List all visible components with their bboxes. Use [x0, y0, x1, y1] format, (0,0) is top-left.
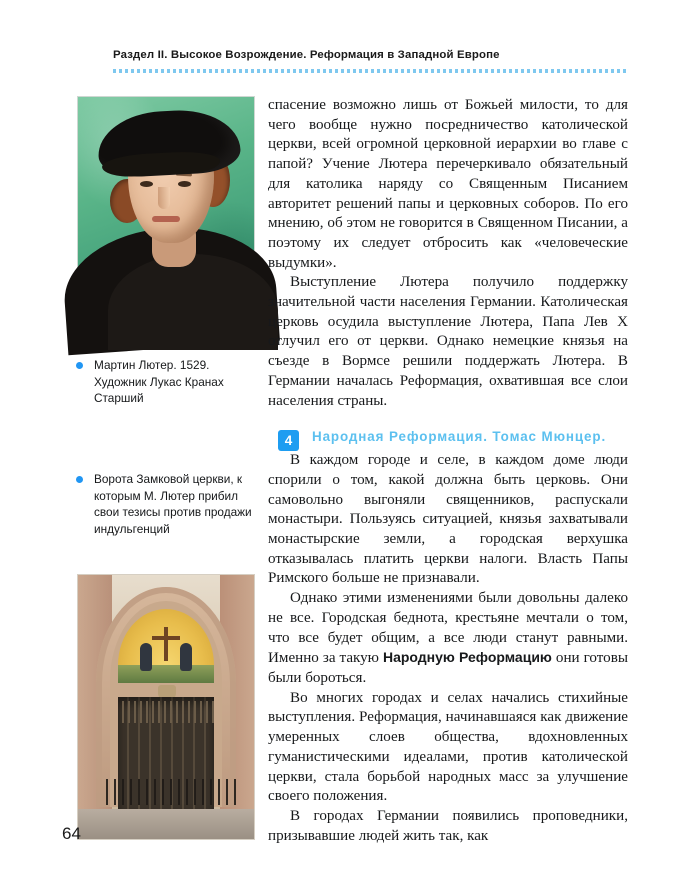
- figure-caption-door: [76, 471, 261, 537]
- photo-door-tracery: [118, 701, 214, 723]
- photo-pavement: [78, 809, 254, 839]
- figure-caption-door-text: Ворота Замковой церкви, к которым М. Лютер прибил свои тезисы против продажи индульгенций: [94, 472, 252, 536]
- section-paragraph-1: В каждом городе и селе, в каждом доме люди спорили о том, какой должна быть церковь. Они самовольно выгоняли священников, распускали монастыри. Пользуясь ситуацией, князья захватывали монастырские земли, а городская верхушка отказывалась платить церкви налоги. Власть Папы Римского больше не признавали.: [268, 452, 628, 587]
- paragraph-support: Выступление Лютера получило поддержку значительной части населения Германии. Католическая церковь осудила выступление Лютера, Папа Лев X отлучил его от церкви. Однако немецкие князья на съезде в Вормсе решили поддержать Лютера. В Германии началась Реформация, охватившая все слои населения страны.: [268, 274, 628, 409]
- bullet-icon: [76, 362, 83, 369]
- figure-caption-luther: [76, 357, 261, 407]
- section-heading-block: [268, 429, 628, 451]
- photo-railing: [106, 779, 236, 805]
- bullet-icon: [76, 476, 83, 483]
- section-paragraph-2-emphasis: Народную Реформацию: [382, 649, 552, 666]
- section-paragraph-4: В городах Германии появились проповедники, призывавшие людей жить так, как: [268, 807, 628, 844]
- castle-church-door-photo: [78, 575, 254, 839]
- body-text-column: [268, 96, 628, 846]
- portrait-eye-right: [178, 181, 191, 187]
- photo-mosaic-figure-right: [180, 643, 192, 671]
- running-head: Раздел II. Высокое Возрождение. Реформация в Западной Европе: [113, 49, 500, 61]
- page-number: 64: [62, 824, 81, 843]
- section-number-badge: 4: [278, 430, 299, 451]
- photo-tympanum-ground: [118, 665, 214, 683]
- photo-crucifix-vertical: [164, 627, 168, 661]
- figure-caption-luther-text: Мартин Лютер. 1529. Художник Лукас Кранах Старший: [94, 358, 224, 405]
- martin-luther-portrait: [78, 97, 254, 340]
- section-paragraph-2-part-b: они готовы были бороться.: [268, 650, 628, 686]
- photo-crucifix-horizontal: [152, 636, 180, 640]
- portrait-mouth: [152, 216, 180, 222]
- section-title: Народная Реформация. Томас Мюнцер.: [312, 429, 607, 445]
- section-paragraph-3: Во многих городах и селах начались стихийные выступления. Реформация, начинавшаяся как движение умеренных слоев общества, вдохновленных гуманистическими идеалами, против католической церкви, стала борьбой народных масс за улучшение своего положения.: [268, 689, 628, 805]
- header-dotted-rule: [113, 69, 628, 73]
- photo-mosaic-figure-left: [140, 643, 152, 671]
- paragraph-continued: спасение возможно лишь от Божьей милости, то для чего вообще нужно посредничество католической церкви, всей огромной церковной иерархии во главе с папой? Учение Лютера перечеркивало обязательный для католика наряду со Священным Писанием авторитет решений папы и церковных соборов. По его мнению, об этом не говорится в Священном Писании, а поэтому их следует отбросить как «человеческие выдумки».: [268, 97, 628, 271]
- section-paragraph-2: [268, 589, 628, 689]
- section-paragraph-2-part-a: Однако этими изменениями были довольны далеко не все. Городская беднота, крестьяне мечтали о том, что все будет общим, а все люди станут равными. Именно за такую: [268, 590, 628, 667]
- portrait-nose: [158, 187, 170, 209]
- portrait-eye-left: [140, 181, 153, 187]
